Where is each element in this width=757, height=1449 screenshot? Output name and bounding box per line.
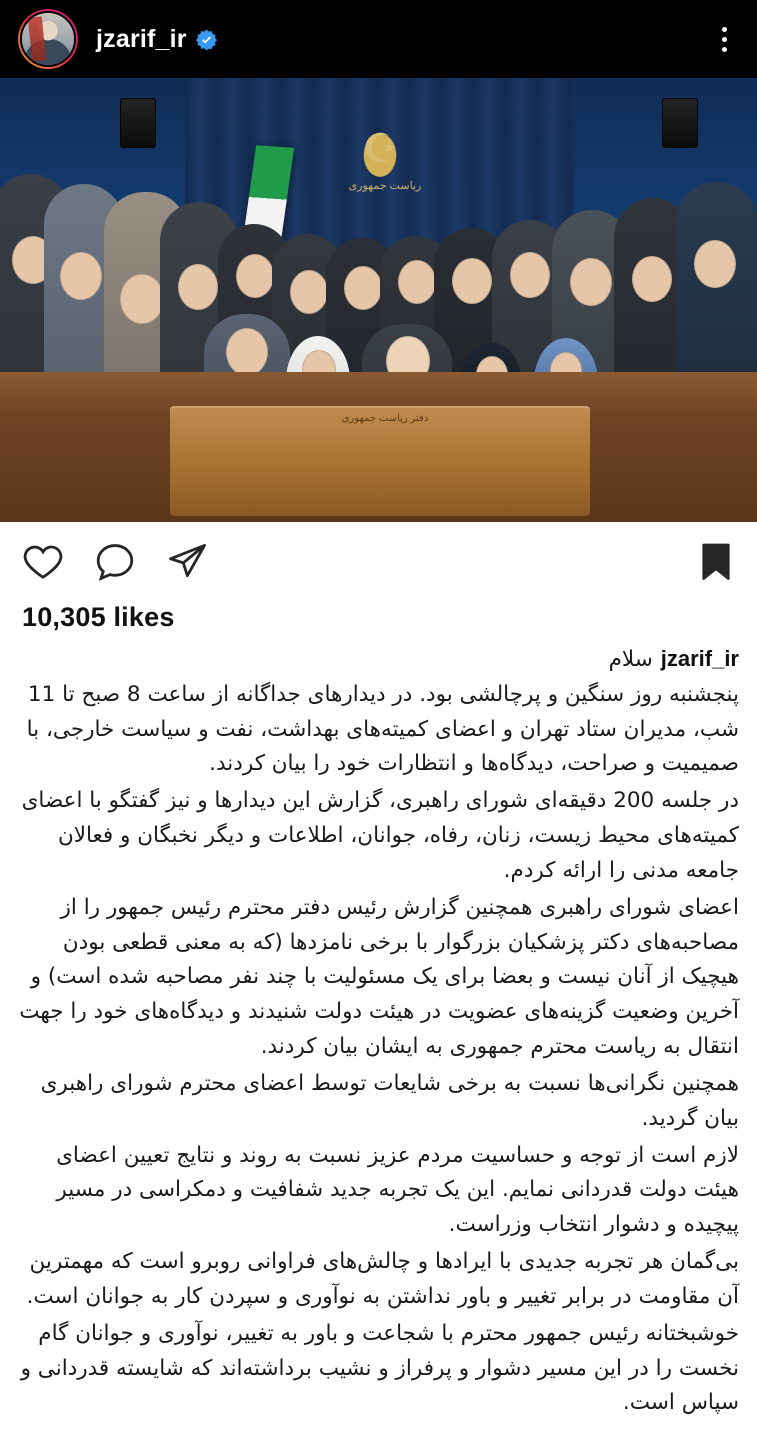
person-head [570, 258, 612, 306]
post-header [0, 0, 757, 78]
person-head [226, 328, 268, 376]
person-head [398, 260, 436, 304]
share-paperplane-icon[interactable] [166, 541, 208, 583]
person-head [120, 274, 164, 324]
username-group[interactable] [96, 25, 218, 54]
caption-paragraph: بی‌گمان هر تجربه جدیدی با ایرادها و چالش‌های فراوانی روبرو است که مهمترین آن مقاومت در برابر تغییر و باور نداشتن به نوآوری و سپردن کار به جوانان است. [26, 1249, 739, 1309]
caption-paragraph: همچنین نگرانی‌ها نسبت به برخی شایعات توسط اعضای محترم شورای راهبری بیان گردید. [40, 1070, 739, 1131]
caption-paragraph: لازم است از توجه و حساسیت مردم عزیز نسبت به روند و نتایج تعیین اعضای هیئت دولت قدردانی نمایم. این یک تجربه جدید شفافیت و دمکراسی در مسیر پیچیده و دشوار انتخاب وزراست. [56, 1142, 739, 1238]
username-label[interactable]: jzarif_ir [96, 24, 187, 53]
person-head [452, 258, 492, 304]
caption-paragraph: در جلسه 200 دقیقه‌ای شورای راهبری، گزارش این دیدارها و نیز گفتگو با اعضای کمیته‌های محیط زیست، زنان، رفاه، جوانان، اطلاعات و دیگر نخبگان و فعالان جامعه مدنی را ارائه کردم. [21, 788, 739, 883]
caption-username[interactable]: jzarif_ir [660, 646, 739, 671]
speaker-left [120, 98, 156, 148]
person-head [632, 256, 672, 302]
comment-bubble-icon[interactable] [94, 541, 136, 583]
person-head [290, 270, 328, 314]
table-logo: دفتر ریاست جمهوری [341, 413, 429, 424]
caption-paragraph: اعضای شورای راهبری همچنین گزارش رئیس دفتر محترم رئیس جمهور را از مصاحبه‌های دکتر پزشکیان بزرگوار با برخی نامزدها (که به معنی قطعی بودن هیچیک از آنان نیست و بعضا برای یک مسئولیت با چند نفر مصاحبه شده است) و آخرین وضعیت گزینه‌های عضویت در هیئت دولت شنیدند و دیدگاه‌های خود را جهت انتقال به ریاست محترم جمهوری به ایشان بیان کردند. [19, 894, 739, 1060]
avatar-image [20, 11, 76, 67]
avatar[interactable] [18, 9, 78, 69]
speaker-right [662, 98, 698, 148]
dot [722, 27, 727, 32]
person-head [178, 264, 218, 310]
caption-paragraph: پنجشنبه روز سنگین و پرچالشی بود. در دیدارهای جداگانه از ساعت 8 صبح تا 11 شب، مدیران ستاد تهران و اعضای کمیته‌های بهداشت، نفت و سیاست خارجی، با صمیمیت و صراحت، دیدگاه‌ها و انتظارات خود را بیان کردند. [26, 681, 739, 777]
emblem-caption: ریاست جمهوری [348, 180, 422, 192]
verified-badge-icon [195, 28, 218, 51]
dot [722, 47, 727, 52]
caption-greeting: سلام [608, 647, 653, 672]
person-head [236, 254, 274, 298]
national-emblem-icon: ☪ [352, 118, 408, 180]
person-head [60, 252, 102, 300]
person-head [510, 252, 550, 298]
more-options-icon[interactable] [709, 22, 739, 56]
post-image[interactable] [0, 78, 757, 522]
bookmark-save-icon[interactable] [697, 540, 735, 584]
person-head [694, 240, 736, 288]
likes-count: 10,305 likes [22, 602, 175, 632]
caption-paragraph: خوشبختانه رئیس جمهور محترم با شجاعت و باور به تغییر، نوآوری و جوانان گام نخست را در این مسیر دشوار و پرفراز و نشیب برداشته‌اند که شایسته قدردانی و سپاس است. [20, 1320, 739, 1416]
post-caption [0, 635, 757, 1449]
person-head [344, 266, 382, 310]
like-heart-icon[interactable] [22, 541, 64, 583]
action-bar [0, 522, 757, 602]
dot [722, 37, 727, 42]
